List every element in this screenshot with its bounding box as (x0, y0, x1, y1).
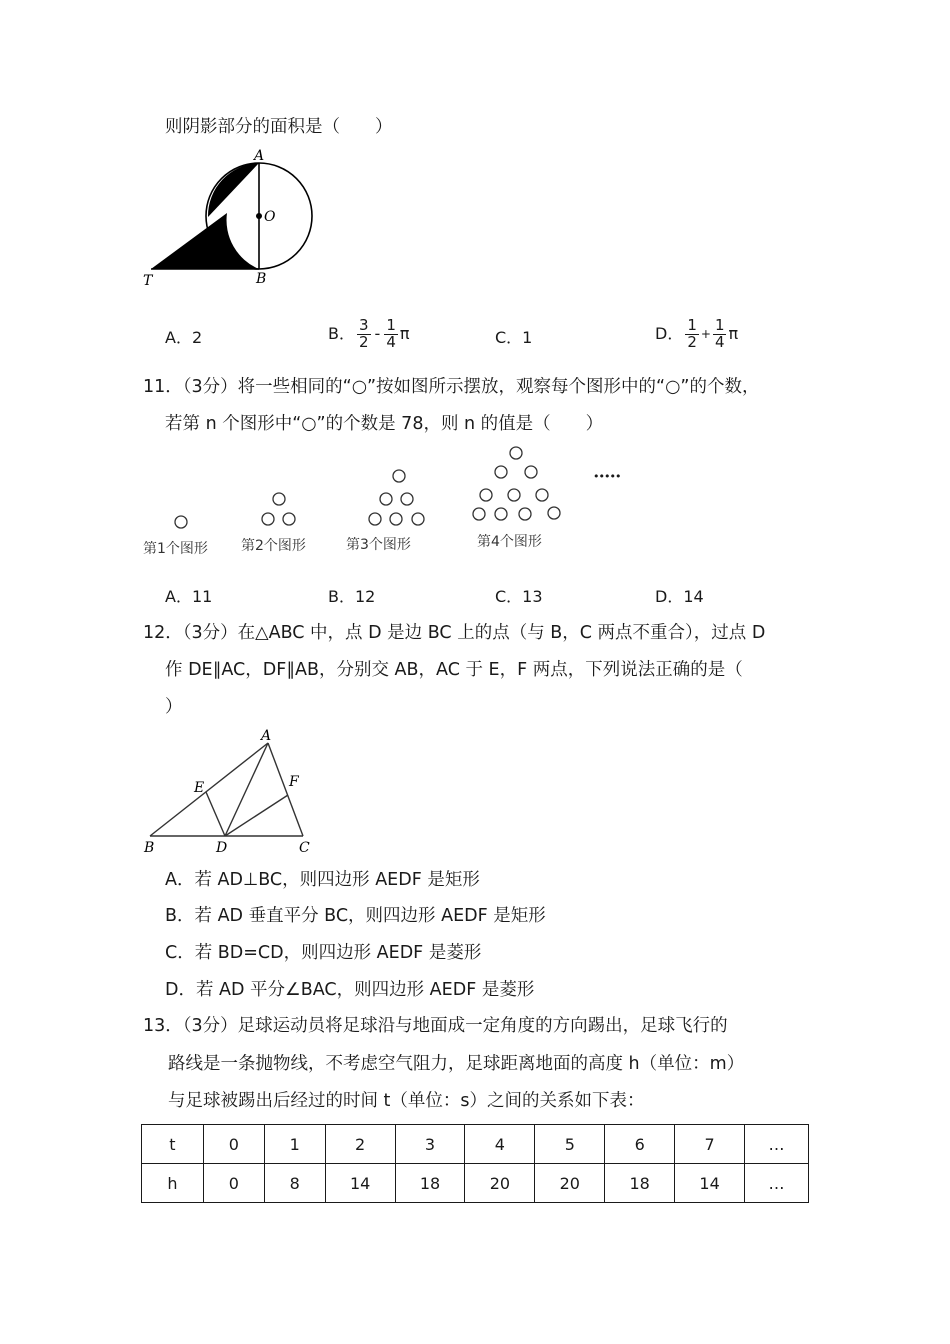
q12-label-c: C (299, 840, 310, 856)
q10-option-b-op: - (374, 324, 381, 344)
q10-option-b-pi: π (399, 324, 410, 344)
q10-option-d (655, 318, 738, 351)
table-cell: 3 (395, 1125, 465, 1164)
q10-label-b: B (256, 271, 267, 287)
q10-option-b-frac1: $\frac{3}{2}$ (358, 316, 369, 351)
q12-option-a: A．若 AD⊥BC，则四边形 AEDF 是矩形 (165, 870, 480, 890)
q13-data-table (141, 1124, 809, 1203)
q13-line-1: 13．（3分）足球运动员将足球沿与地面成一定角度的方向踢出，足球飞行的 (143, 1016, 728, 1036)
q11-fig3-circle (412, 513, 424, 525)
table-cell: t (142, 1125, 204, 1164)
q12-label-f: F (289, 774, 299, 790)
q12-option-d: D．若 AD 平分∠BAC，则四边形 AEDF 是菱形 (165, 980, 535, 1000)
q10-label-a: A (254, 148, 265, 164)
q11-fig2-circle (273, 493, 285, 505)
q11-caption-4: 第4个图形 (477, 534, 542, 550)
q12-line-1: 12．（3分）在△ABC 中，点 D 是边 BC 上的点（与 B，C 两点不重合），过点 D (143, 623, 766, 643)
table-cell: 2 (325, 1125, 395, 1164)
q11-fig4-circle (495, 466, 507, 478)
q10-figure (135, 145, 335, 295)
table-cell: 0 (203, 1125, 264, 1164)
table-cell: 5 (535, 1125, 605, 1164)
q11-fig4-circle (548, 507, 560, 519)
table-cell: 0 (203, 1164, 264, 1203)
q12-label-b: B (144, 840, 155, 856)
q11-fig4-circle (519, 508, 531, 520)
table-cell: 1 (264, 1125, 325, 1164)
q12-line-de (206, 792, 225, 836)
table-row-h (142, 1164, 809, 1203)
q11-caption-2: 第2个图形 (241, 538, 306, 554)
q11-fig4-circle (536, 489, 548, 501)
table-cell: 14 (325, 1164, 395, 1203)
q12-line-2: 作 DE∥AC，DF∥AB，分别交 AB，AC 于 E，F 两点，下列说法正确的是（ (165, 660, 743, 680)
q10-option-d-op: + (700, 327, 711, 342)
q11-line-2: 若第 n 个图形中“○”的个数是 78，则 n 的值是（ ） (165, 414, 604, 434)
q11-fig3-circle (390, 513, 402, 525)
q10-option-b-prefix: B． (328, 324, 355, 344)
table-cell: 7 (675, 1125, 745, 1164)
q11-caption-1: 第1个图形 (143, 541, 208, 557)
q10-option-b-frac2: $\frac{1}{4}$ (386, 316, 396, 351)
q11-fig1-circle (175, 516, 187, 528)
table-cell: 20 (535, 1164, 605, 1203)
q12-label-d: D (216, 840, 228, 856)
q11-fig3-circle (401, 493, 413, 505)
table-cell: 4 (465, 1125, 535, 1164)
q10-option-b (328, 318, 410, 351)
q11-fig3-circle (369, 513, 381, 525)
q10-option-d-frac2: $\frac{1}{4}$ (714, 316, 725, 351)
q12-label-e: E (194, 780, 205, 796)
q11-fig2-circle (283, 513, 295, 525)
q11-line-1: 11．（3分）将一些相同的“○”按如图所示摆放，观察每个图形中的“○”的个数， (143, 377, 760, 397)
table-row-t (142, 1125, 809, 1164)
q10-option-a: A．2 (165, 328, 203, 347)
q11-fig4-circle (473, 508, 485, 520)
q10-option-c: C．1 (495, 328, 533, 347)
q11-fig4-circle (480, 489, 492, 501)
table-cell: … (745, 1164, 809, 1203)
q10-stem-tail: 则阴影部分的面积是（ ） (165, 117, 393, 137)
table-cell: 18 (395, 1164, 465, 1203)
q10-shade-lower (151, 213, 259, 269)
q10-option-d-prefix: D． (655, 324, 684, 344)
q12-label-a: A (261, 728, 272, 744)
table-cell: … (745, 1125, 809, 1164)
table-cell: 20 (465, 1164, 535, 1203)
q12-triangle-figure (135, 725, 335, 860)
q10-shade-upper (208, 163, 259, 217)
q10-option-d-pi: π (728, 324, 739, 344)
q10-center-dot (256, 213, 262, 219)
table-cell: 14 (675, 1164, 745, 1203)
q11-option-c: C．13 (495, 587, 543, 606)
q11-fig3-circle (380, 493, 392, 505)
q11-caption-3: 第3个图形 (346, 537, 411, 553)
q11-fig4-circle (508, 489, 520, 501)
q10-label-o: O (264, 209, 276, 225)
table-cell: 8 (264, 1164, 325, 1203)
q12-line-ab (150, 743, 268, 836)
q12-option-b: B．若 AD 垂直平分 BC，则四边形 AEDF 是矩形 (165, 906, 546, 926)
q12-option-c: C．若 BD=CD，则四边形 AEDF 是菱形 (165, 943, 482, 963)
q13-line-3: 与足球被踢出后经过的时间 t（单位：s）之间的关系如下表： (168, 1091, 645, 1111)
q11-option-a: A．11 (165, 587, 213, 606)
q11-fig2-circle (262, 513, 274, 525)
table-cell: h (142, 1164, 204, 1203)
q11-ellipsis: ••••• (593, 470, 621, 483)
q11-option-d: D．14 (655, 587, 704, 606)
q11-fig4-circle (525, 466, 537, 478)
q11-fig3-circle (393, 470, 405, 482)
q11-fig4-circle (510, 447, 522, 459)
q13-line-2: 路线是一条抛物线，不考虑空气阻力，足球距离地面的高度 h（单位：m） (168, 1054, 745, 1074)
q10-option-d-frac1: $\frac{1}{2}$ (687, 316, 697, 351)
q10-label-t: T (143, 273, 153, 289)
q12-line-3: ） (165, 697, 183, 717)
table-cell: 18 (605, 1164, 675, 1203)
q11-option-b: B．12 (328, 587, 376, 606)
q11-fig4-circle (495, 508, 507, 520)
table-cell: 6 (605, 1125, 675, 1164)
